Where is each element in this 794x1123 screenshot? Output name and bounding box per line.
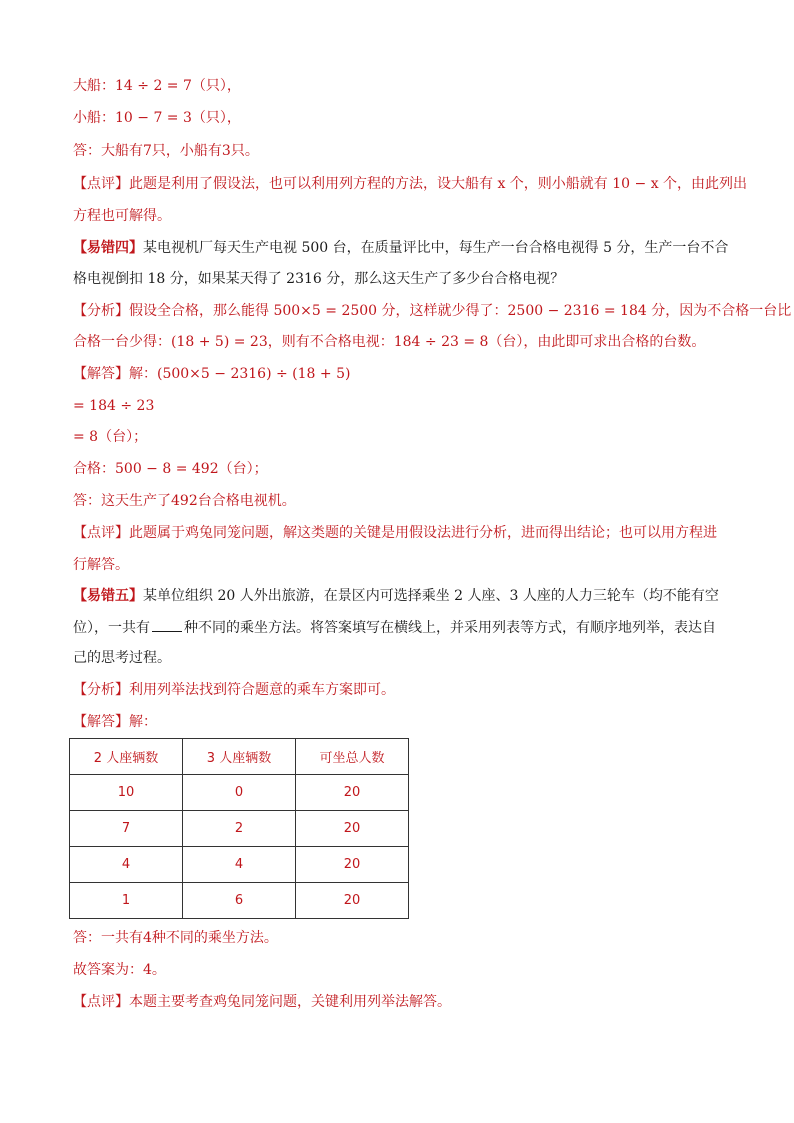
table-row: [70, 775, 409, 811]
comment-line: 【点评】此题属于鸡兔同笼问题，解这类题的关键是用假设法进行分析，进而得出结论；也可以用方程进: [73, 525, 717, 541]
answer-value: 3: [221, 143, 231, 159]
answer-prefix: 故答案为：: [73, 962, 143, 978]
answer-line-tv: [73, 491, 296, 511]
solution-line: = 184 ÷ 23: [73, 398, 155, 414]
solution-line: = 8（台）；: [73, 429, 148, 445]
table-row: [70, 811, 409, 847]
comment-line: 行解答。: [73, 557, 129, 573]
answer-prefix: 答：这天生产了: [73, 493, 171, 509]
comment-line: 方程也可解得。: [73, 208, 171, 224]
table-cell: 4: [70, 847, 183, 883]
solution-line-big-boat: 大船：14 ÷ 2 = 7（只），: [73, 78, 241, 94]
problem-four-text: 某电视机厂每天生产电视 500 台，在质量评比中，每生产一台合格电视得 5 分，生产一台不合: [143, 240, 729, 256]
problem-five-text: 种不同的乘坐方法。将答案填写在横线上，并采用列表等方式，有顺序地列举，表达自: [184, 620, 716, 636]
table-cell: 4: [183, 847, 296, 883]
answer-value: 4: [143, 962, 152, 978]
answer-suffix: 。: [151, 962, 166, 978]
solution-text: 解：(500×5 − 2316) ÷ (18 + 5): [129, 366, 351, 382]
table-cell: 2: [183, 811, 296, 847]
final-answer-line: [73, 960, 166, 980]
problem-four-line: 格电视倒扣 18 分，如果某天得了 2316 分，那么这天生产了多少台合格电视？: [73, 271, 565, 287]
solution-line: 【解答】解：: [73, 714, 157, 730]
table-cell: 1: [70, 883, 183, 919]
enumeration-table: [69, 738, 409, 919]
comment-line: 【点评】本题主要考查鸡兔同笼问题，关键利用列举法解答。: [73, 994, 451, 1010]
answer-suffix: 只。: [230, 143, 259, 159]
comment-line: 【点评】此题是利用了假设法，也可以利用列方程的方法，设大船有 x 个，则小船就有 10 − x 个，由此列出: [73, 176, 748, 192]
problem-five-line: [73, 586, 719, 606]
answer-line-methods: [73, 928, 278, 948]
analysis-line: 【分析】假设全合格，那么能得 500×5 = 2500 分，这样就少得了：2500 − 2316 = 184 分，因为不合格一台比: [73, 303, 792, 319]
table-header-row: [70, 739, 409, 775]
table-cell: 0: [183, 775, 296, 811]
table-header-cell: 2 人座辆数: [70, 739, 183, 775]
answer-value: 4: [143, 930, 152, 946]
problem-five-tag: 【易错五】: [73, 588, 143, 604]
answer-suffix: 台合格电视机。: [197, 493, 296, 509]
table-cell: 6: [183, 883, 296, 919]
table-cell: 20: [296, 811, 409, 847]
solution-tag: 【解答】: [73, 366, 129, 382]
answer-value: 7: [143, 143, 152, 159]
answer-prefix: 答：大船有: [73, 143, 143, 159]
table-cell: 7: [70, 811, 183, 847]
answer-mid: 只，小船有: [151, 143, 222, 159]
answer-suffix: 种不同的乘坐方法。: [151, 930, 278, 946]
answer-blank[interactable]: [152, 617, 182, 632]
answer-prefix: 答：一共有: [73, 930, 143, 946]
answer-value: 492: [171, 493, 198, 509]
problem-four-tag: 【易错四】: [73, 240, 143, 256]
problem-five-line: 己的思考过程。: [73, 650, 171, 666]
table-header-cell: 可坐总人数: [296, 739, 409, 775]
table-row: [70, 847, 409, 883]
problem-four-line: [73, 238, 728, 258]
problem-five-text: 某单位组织 20 人外出旅游，在景区内可选择乘坐 2 人座、3 人座的人力三轮车（均不能有空: [143, 588, 719, 604]
analysis-line: 【分析】利用列举法找到符合题意的乘车方案即可。: [73, 682, 395, 698]
table-header-cell: 3 人座辆数: [183, 739, 296, 775]
problem-five-line: [73, 617, 716, 638]
solution-line: [73, 364, 350, 384]
solution-line: 合格：500 − 8 = 492（台）；: [73, 461, 268, 477]
problem-five-text: 位），一共有: [73, 620, 150, 636]
table-cell: 20: [296, 883, 409, 919]
solution-line-small-boat: 小船：10 − 7 = 3（只），: [73, 110, 241, 126]
analysis-line: 合格一台少得：(18 + 5) = 23，则有不合格电视：184 ÷ 23 = 8（台），由此即可求出合格的台数。: [73, 334, 706, 350]
answer-line-boats: [73, 141, 259, 161]
table-cell: 20: [296, 775, 409, 811]
table-row: [70, 883, 409, 919]
table-cell: 10: [70, 775, 183, 811]
table-cell: 20: [296, 847, 409, 883]
